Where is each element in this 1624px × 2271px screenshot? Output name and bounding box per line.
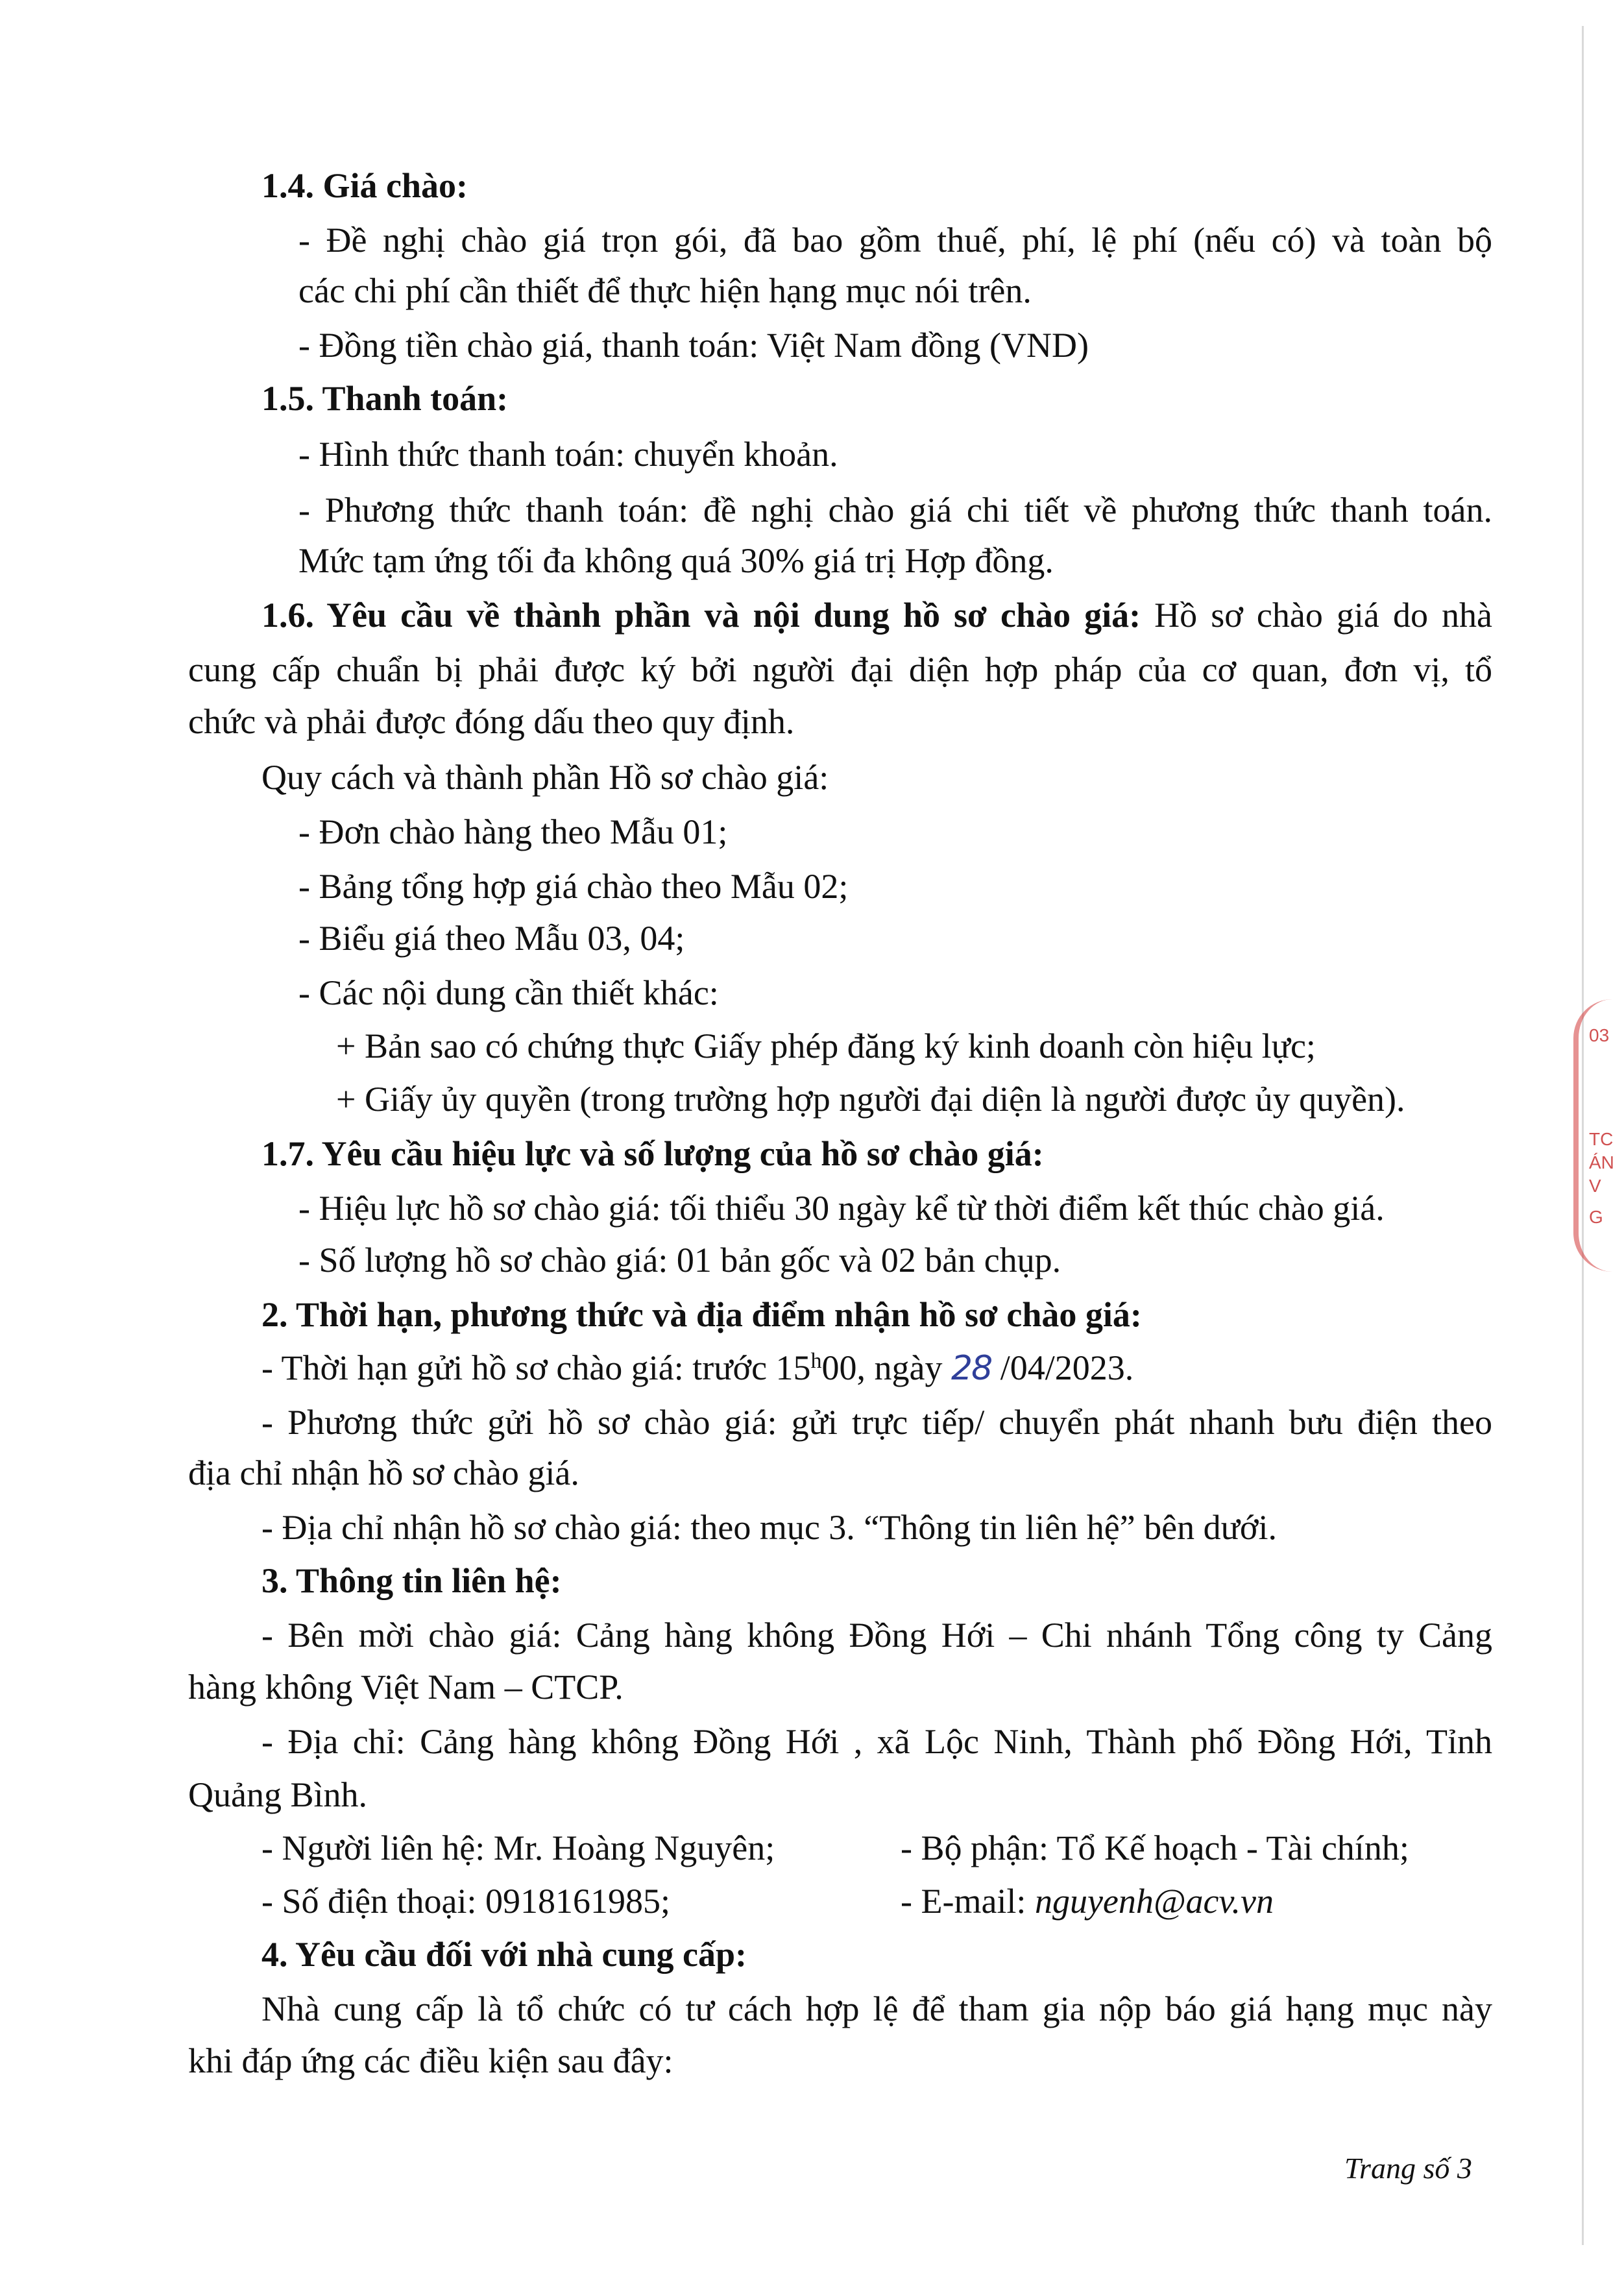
stamp-text-2: TC <box>1589 1129 1614 1149</box>
section-1-5-heading: 1.5. Thanh toán: <box>261 379 509 418</box>
section-1-4-line1: - Đề nghị chào giá trọn gói, đã bao gồm thuế, phí, lệ phí (nếu có) và toàn bộ <box>298 221 1492 260</box>
section-1-7-heading: 1.7. Yêu cầu hiệu lực và số lượng của hồ sơ chào giá: <box>261 1134 1044 1173</box>
partial-red-stamp <box>1573 999 1619 1272</box>
section-3-contact-person: - Người liên hệ: Mr. Hoàng Nguyên; <box>261 1828 775 1867</box>
stamp-text-3: ÁN <box>1589 1152 1614 1172</box>
section-1-4-line2: các chi phí cần thiết để thực hiện hạng mục nói trên. <box>298 271 1032 310</box>
section-2-address-line: - Địa chỉ nhận hồ sơ chào giá: theo mục 3. “Thông tin liên hệ” bên dưới. <box>261 1508 1277 1547</box>
section-1-5-line3: Mức tạm ứng tối đa không quá 30% giá trị Hợp đồng. <box>298 541 1054 580</box>
section-2-deadline <box>261 1344 1133 1392</box>
section-1-4-heading: 1.4. Giá chào: <box>261 166 468 205</box>
section-1-6-item2: - Bảng tổng hợp giá chào theo Mẫu 02; <box>298 867 849 906</box>
deadline-mid: 00, ngày <box>821 1348 952 1387</box>
section-4-line2: khi đáp ứng các điều kiện sau đây: <box>188 2041 673 2080</box>
page-number: Trang số 3 <box>1344 2152 1472 2185</box>
handwritten-day: 28 <box>951 1349 992 1388</box>
section-3-address-line1: - Địa chỉ: Cảng hàng không Đồng Hới , xã Lộc Ninh, Thành phố Đồng Hới, Tỉnh <box>261 1722 1492 1761</box>
section-3-heading: 3. Thông tin liên hệ: <box>261 1561 562 1600</box>
section-1-5-line1: - Hình thức thanh toán: chuyển khoản. <box>298 435 838 474</box>
email-label: - E-mail: <box>901 1882 1035 1921</box>
section-1-6-item1: - Đơn chào hàng theo Mẫu 01; <box>298 812 728 851</box>
section-1-6-sub1: + Bản sao có chứng thực Giấy phép đăng ký kinh doanh còn hiệu lực; <box>336 1026 1316 1065</box>
section-4-line1: Nhà cung cấp là tổ chức có tư cách hợp lệ để tham gia nộp báo giá hạng mục này <box>261 1989 1492 2028</box>
section-1-6-first-line <box>261 592 1492 638</box>
section-1-6-item3: - Biểu giá theo Mẫu 03, 04; <box>298 919 685 958</box>
section-2-heading: 2. Thời hạn, phương thức và địa điểm nhận hồ sơ chào giá: <box>261 1295 1142 1334</box>
section-1-6-heading-rest: Hồ sơ chào giá do nhà <box>1141 596 1492 635</box>
section-1-6-intro: Quy cách và thành phần Hồ sơ chào giá: <box>261 758 829 797</box>
deadline-hour-sup: h <box>810 1349 822 1373</box>
section-2-method-line1: - Phương thức gửi hồ sơ chào giá: gửi trực tiếp/ chuyển phát nhanh bưu điện theo <box>261 1403 1492 1442</box>
stamp-text-1: 03 <box>1589 1025 1610 1045</box>
section-1-5-line2: - Phương thức thanh toán: đề nghị chào giá chi tiết về phương thức thanh toán. <box>298 491 1492 529</box>
section-3-address-line2: Quảng Bình. <box>188 1775 367 1814</box>
section-3-department: - Bộ phận: Tổ Kế hoạch - Tài chính; <box>901 1828 1409 1867</box>
deadline-suffix: /04/2023. <box>991 1348 1134 1387</box>
section-1-6-line2: cung cấp chuẩn bị phải được ký bởi người đại diện hợp pháp của cơ quan, đơn vị, tổ <box>188 650 1492 689</box>
section-1-4-line3: - Đồng tiền chào giá, thanh toán: Việt Nam đồng (VND) <box>298 326 1089 365</box>
stamp-text-5: G <box>1589 1207 1603 1227</box>
section-1-7-line2: - Số lượng hồ sơ chào giá: 01 bản gốc và 02 bản chụp. <box>298 1241 1061 1280</box>
email-link[interactable]: nguyenh@acv.vn <box>1034 1882 1274 1921</box>
section-3-phone: - Số điện thoại: 0918161985; <box>261 1882 670 1921</box>
section-3-email <box>901 1878 1274 1925</box>
deadline-prefix: - Thời hạn gửi hồ sơ chào giá: trước 15 <box>261 1348 811 1387</box>
section-3-inviter-line1: - Bên mời chào giá: Cảng hàng không Đồng Hới – Chi nhánh Tổng công ty Cảng <box>261 1616 1492 1655</box>
section-1-6-line3: chức và phải được đóng dấu theo quy định. <box>188 702 795 741</box>
section-1-6-heading: 1.6. Yêu cầu về thành phần và nội dung hồ sơ chào giá: <box>261 596 1141 635</box>
section-1-6-item4: - Các nội dung cần thiết khác: <box>298 973 719 1012</box>
section-3-inviter-line2: hàng không Việt Nam – CTCP. <box>188 1668 624 1706</box>
section-2-method-line2: địa chỉ nhận hồ sơ chào giá. <box>188 1453 579 1492</box>
section-4-heading: 4. Yêu cầu đối với nhà cung cấp: <box>261 1935 747 1974</box>
section-1-6-sub2: + Giấy ủy quyền (trong trường hợp người đại diện là người được ủy quyền). <box>336 1080 1405 1119</box>
stamp-text-4: V <box>1589 1176 1601 1196</box>
section-1-7-line1: - Hiệu lực hồ sơ chào giá: tối thiểu 30 ngày kể từ thời điểm kết thúc chào giá. <box>298 1189 1385 1228</box>
